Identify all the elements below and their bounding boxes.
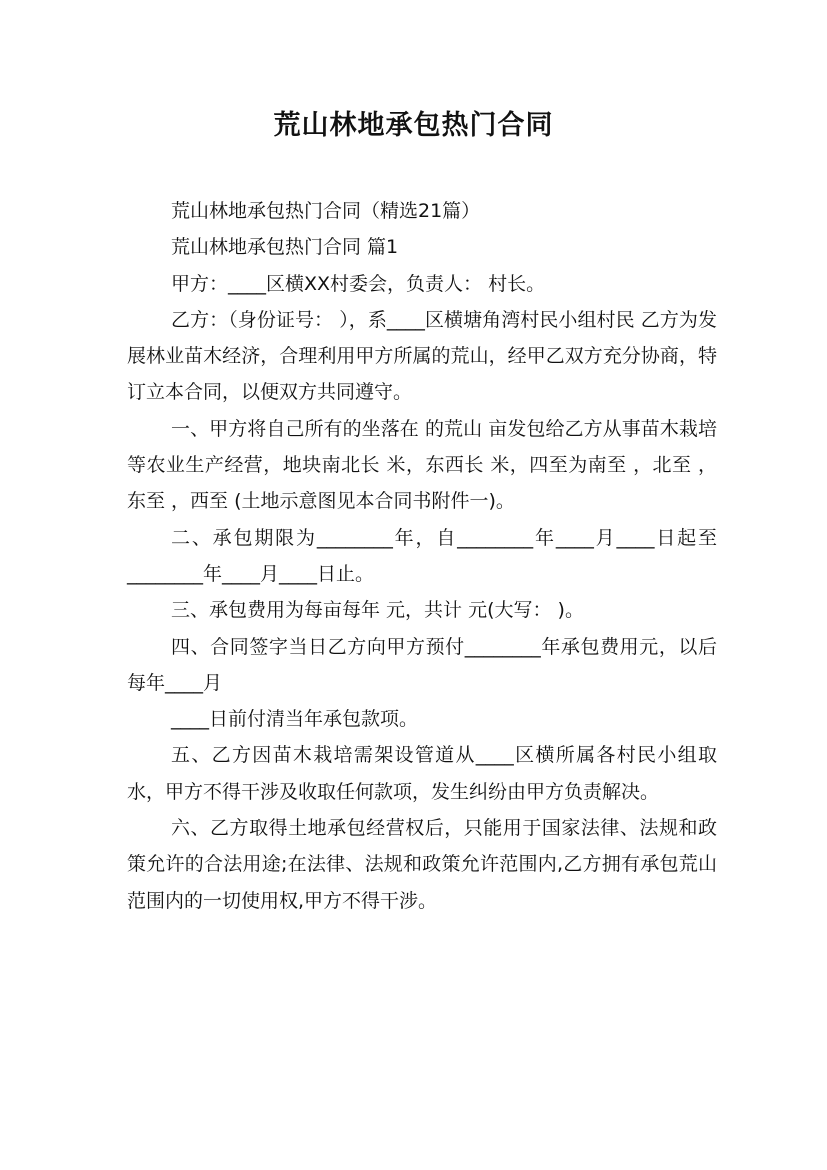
- paragraph: 三、承包费用为每亩每年 元，共计 元(大写： )。: [171, 599, 584, 622]
- paragraph: 甲方：____区横XX村委会，负责人： 村长。: [171, 272, 546, 295]
- paragraph: 五、乙方因苗木栽培需架设管道从____区横所属各村民小组取水，甲方不得干涉及收取任何款项，发生纠纷由甲方负责解决。: [127, 744, 717, 803]
- document-title: 荒山林地承包热门合同: [273, 110, 554, 141]
- paragraph: 乙方：（身份证号： ），系____区横塘角湾村民小组村民 乙方为发展林业苗木经济，合理利用甲方所属的荒山，经甲乙双方充分协商，特订立本合同，以便双方共同遵守。: [127, 308, 717, 404]
- paragraph: 二、承包期限为________年，自________年____月____日起至________年____月____日止。: [127, 526, 717, 585]
- paragraph: 一、甲方将自己所有的坐落在 的荒山 亩发包给乙方从事苗木栽培等农业生产经营，地块南北长 米，东西长 米，四至为南至 ，北至 ，东至 ，西至 (土地示意图见本合同书附件一)。: [127, 417, 717, 513]
- paragraph: 荒山林地承包热门合同 篇1: [171, 236, 399, 259]
- paragraph: 六、乙方取得土地承包经营权后，只能用于国家法律、法规和政策允许的合法用途;在法律、法规和政策允许范围内,乙方拥有承包荒山范围内的一切使用权,甲方不得干涉。: [127, 817, 717, 912]
- paragraph: 荒山林地承包热门合同（精选21篇）: [171, 200, 481, 222]
- document-body: [127, 193, 717, 919]
- paragraph: 四、合同签字当日乙方向甲方预付________年承包费用元，以后每年____月: [127, 635, 717, 694]
- paragraph: ____日前付清当年承包款项。: [171, 708, 419, 731]
